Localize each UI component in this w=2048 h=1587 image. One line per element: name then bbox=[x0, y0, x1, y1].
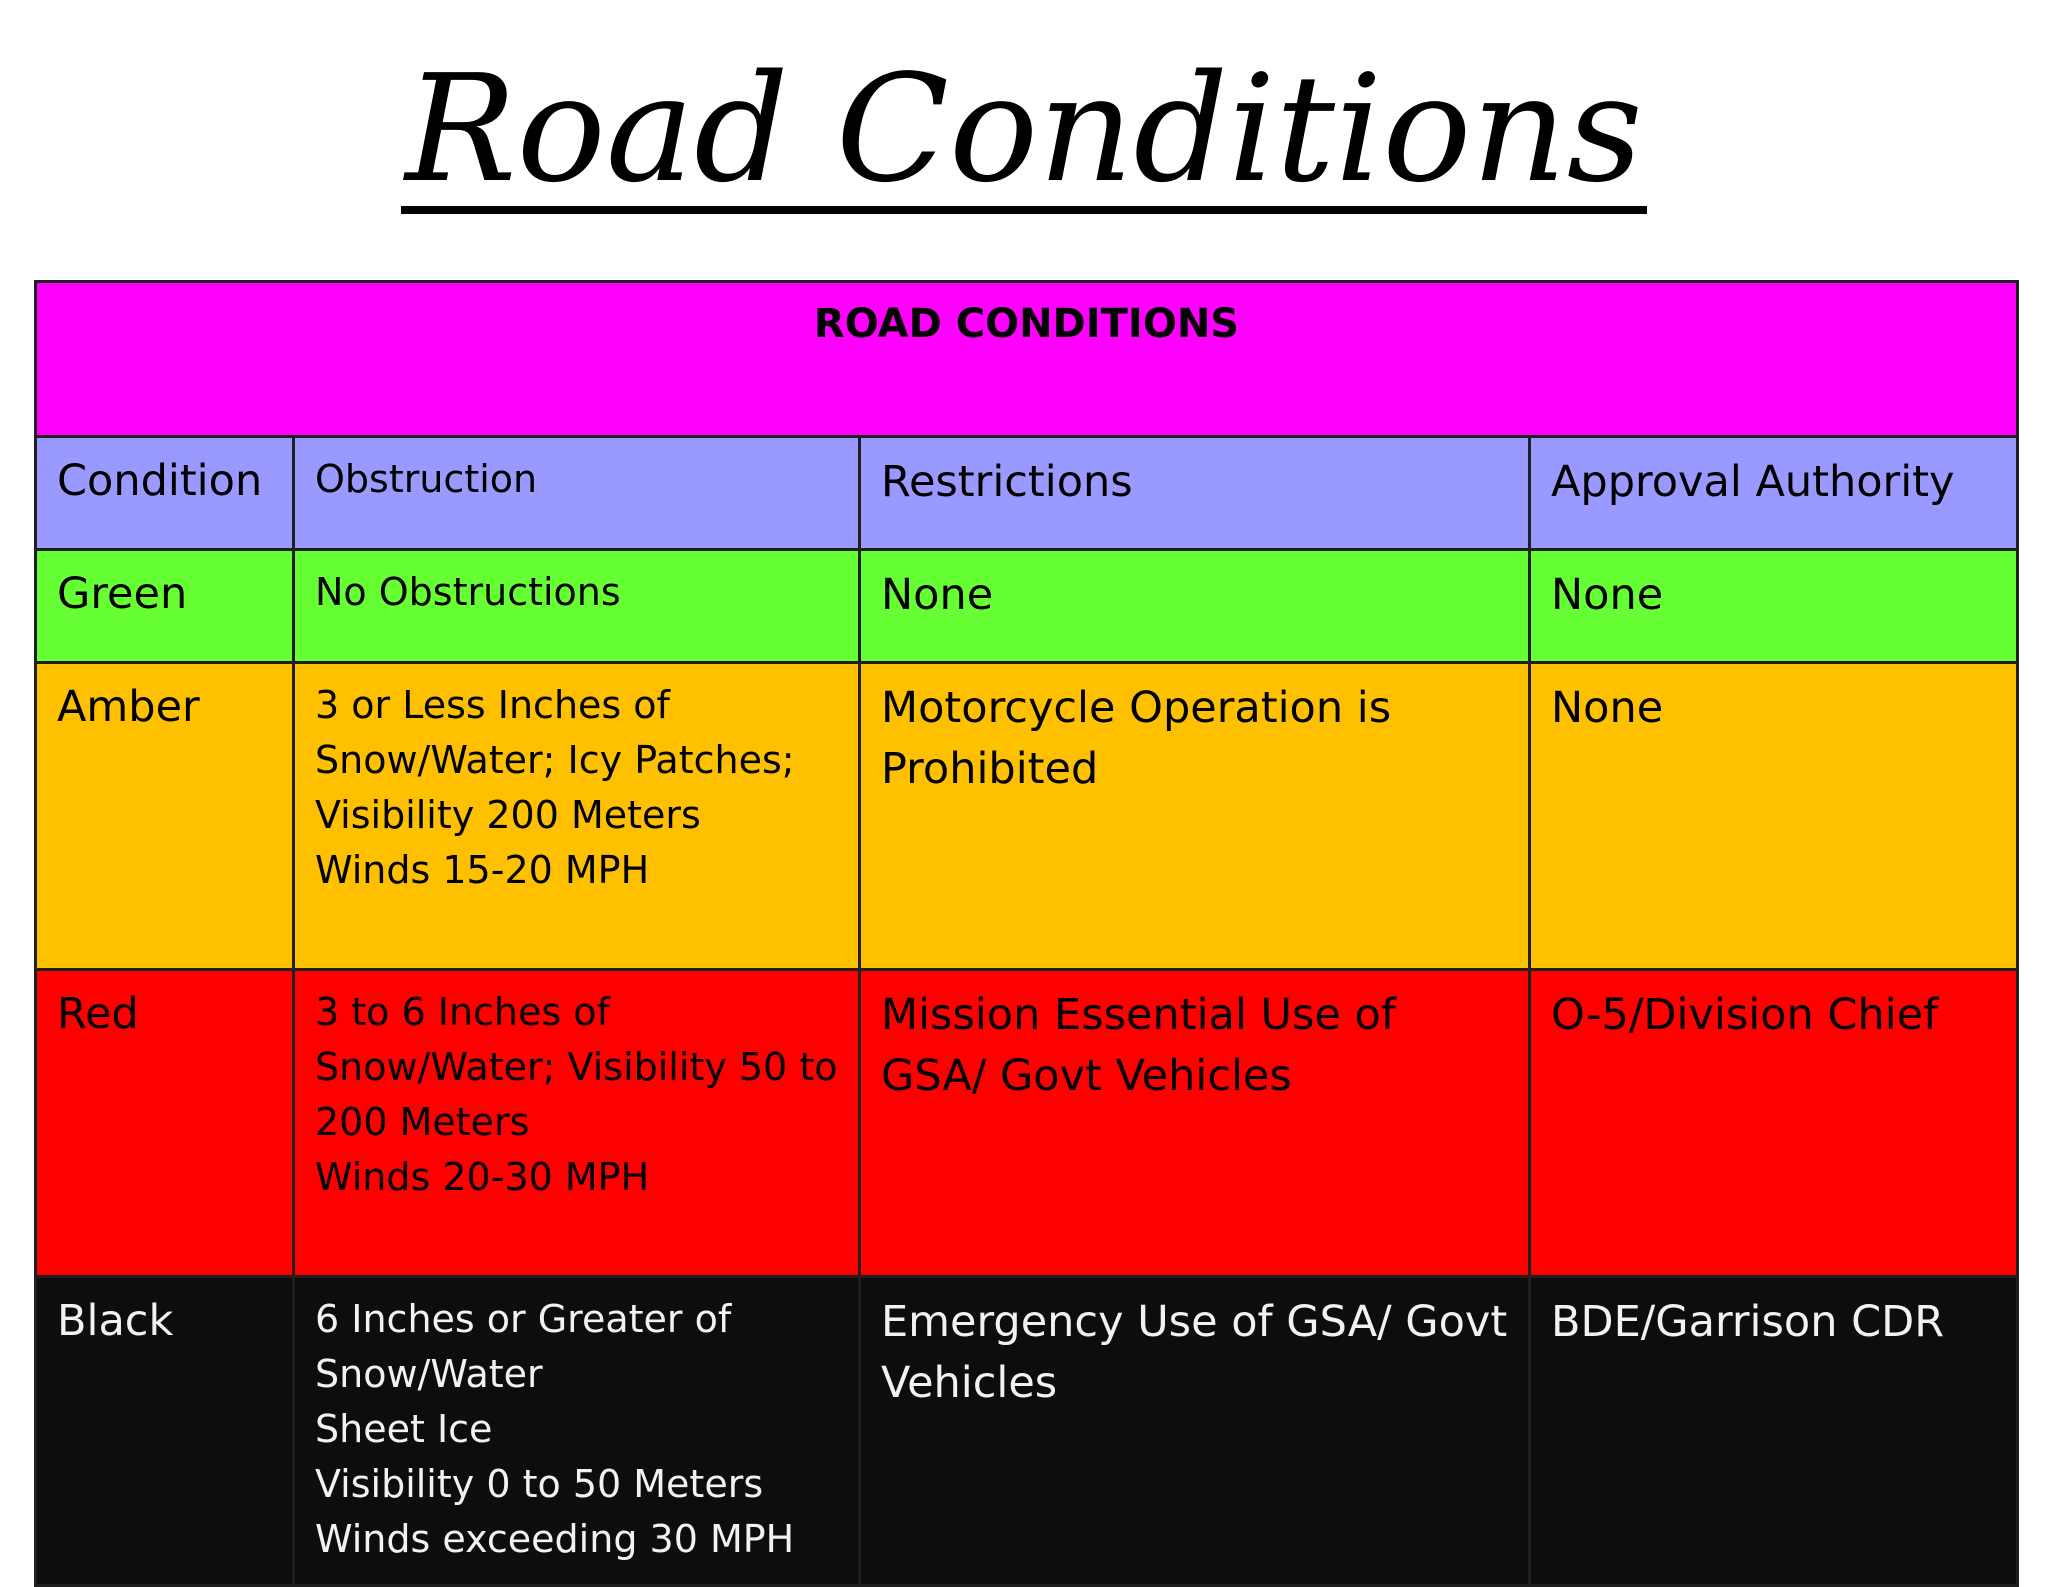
header-restrictions: Restrictions bbox=[860, 437, 1530, 550]
authority-cell: None bbox=[1530, 550, 2018, 663]
obstruction-cell bbox=[294, 550, 860, 663]
obstruction-line: Sheet Ice bbox=[315, 1407, 493, 1451]
obstruction-line: Visibility 0 to 50 Meters bbox=[315, 1462, 764, 1506]
restrictions-cell: Motorcycle Operation is Prohibited bbox=[860, 663, 1530, 970]
page-title-text: Road Conditions bbox=[401, 54, 1646, 214]
obstruction-cell bbox=[294, 970, 860, 1277]
obstruction-line: Winds exceeding 30 MPH bbox=[315, 1517, 795, 1561]
authority-cell: None bbox=[1530, 663, 2018, 970]
table-row bbox=[36, 663, 2018, 970]
authority-cell: BDE/Garrison CDR bbox=[1530, 1277, 2018, 1586]
condition-cell: Amber bbox=[36, 663, 294, 970]
header-condition: Condition bbox=[36, 437, 294, 550]
condition-cell: Red bbox=[36, 970, 294, 1277]
condition-cell: Green bbox=[36, 550, 294, 663]
obstruction-line: 3 to 6 Inches of Snow/Water; Visibility 50 to 200 Meters bbox=[315, 990, 838, 1144]
obstruction-line: Winds 20-30 MPH bbox=[315, 1155, 650, 1199]
table-row bbox=[36, 970, 2018, 1277]
restrictions-cell: Emergency Use of GSA/ Govt Vehicles bbox=[860, 1277, 1530, 1586]
table-banner-row bbox=[36, 282, 2018, 437]
page-title bbox=[0, 44, 2048, 214]
obstruction-line: 3 or Less Inches of Snow/Water; Icy Patches; bbox=[315, 683, 795, 782]
header-obstruction: Obstruction bbox=[294, 437, 860, 550]
restrictions-cell: None bbox=[860, 550, 1530, 663]
road-conditions-table bbox=[34, 280, 2019, 1587]
obstruction-line: No Obstructions bbox=[315, 570, 621, 614]
obstruction-cell bbox=[294, 663, 860, 970]
condition-cell: Black bbox=[36, 1277, 294, 1586]
header-approval-authority: Approval Authority bbox=[1530, 437, 2018, 550]
table-header-row bbox=[36, 437, 2018, 550]
obstruction-line: Visibility 200 Meters bbox=[315, 793, 701, 837]
table-row bbox=[36, 1277, 2018, 1586]
obstruction-line: 6 Inches or Greater of Snow/Water bbox=[315, 1297, 732, 1396]
table-row bbox=[36, 550, 2018, 663]
obstruction-cell bbox=[294, 1277, 860, 1586]
obstruction-line: Winds 15-20 MPH bbox=[315, 848, 650, 892]
table-banner: ROAD CONDITIONS bbox=[36, 282, 2018, 437]
restrictions-cell: Mission Essential Use of GSA/ Govt Vehicles bbox=[860, 970, 1530, 1277]
authority-cell: O-5/Division Chief bbox=[1530, 970, 2018, 1277]
